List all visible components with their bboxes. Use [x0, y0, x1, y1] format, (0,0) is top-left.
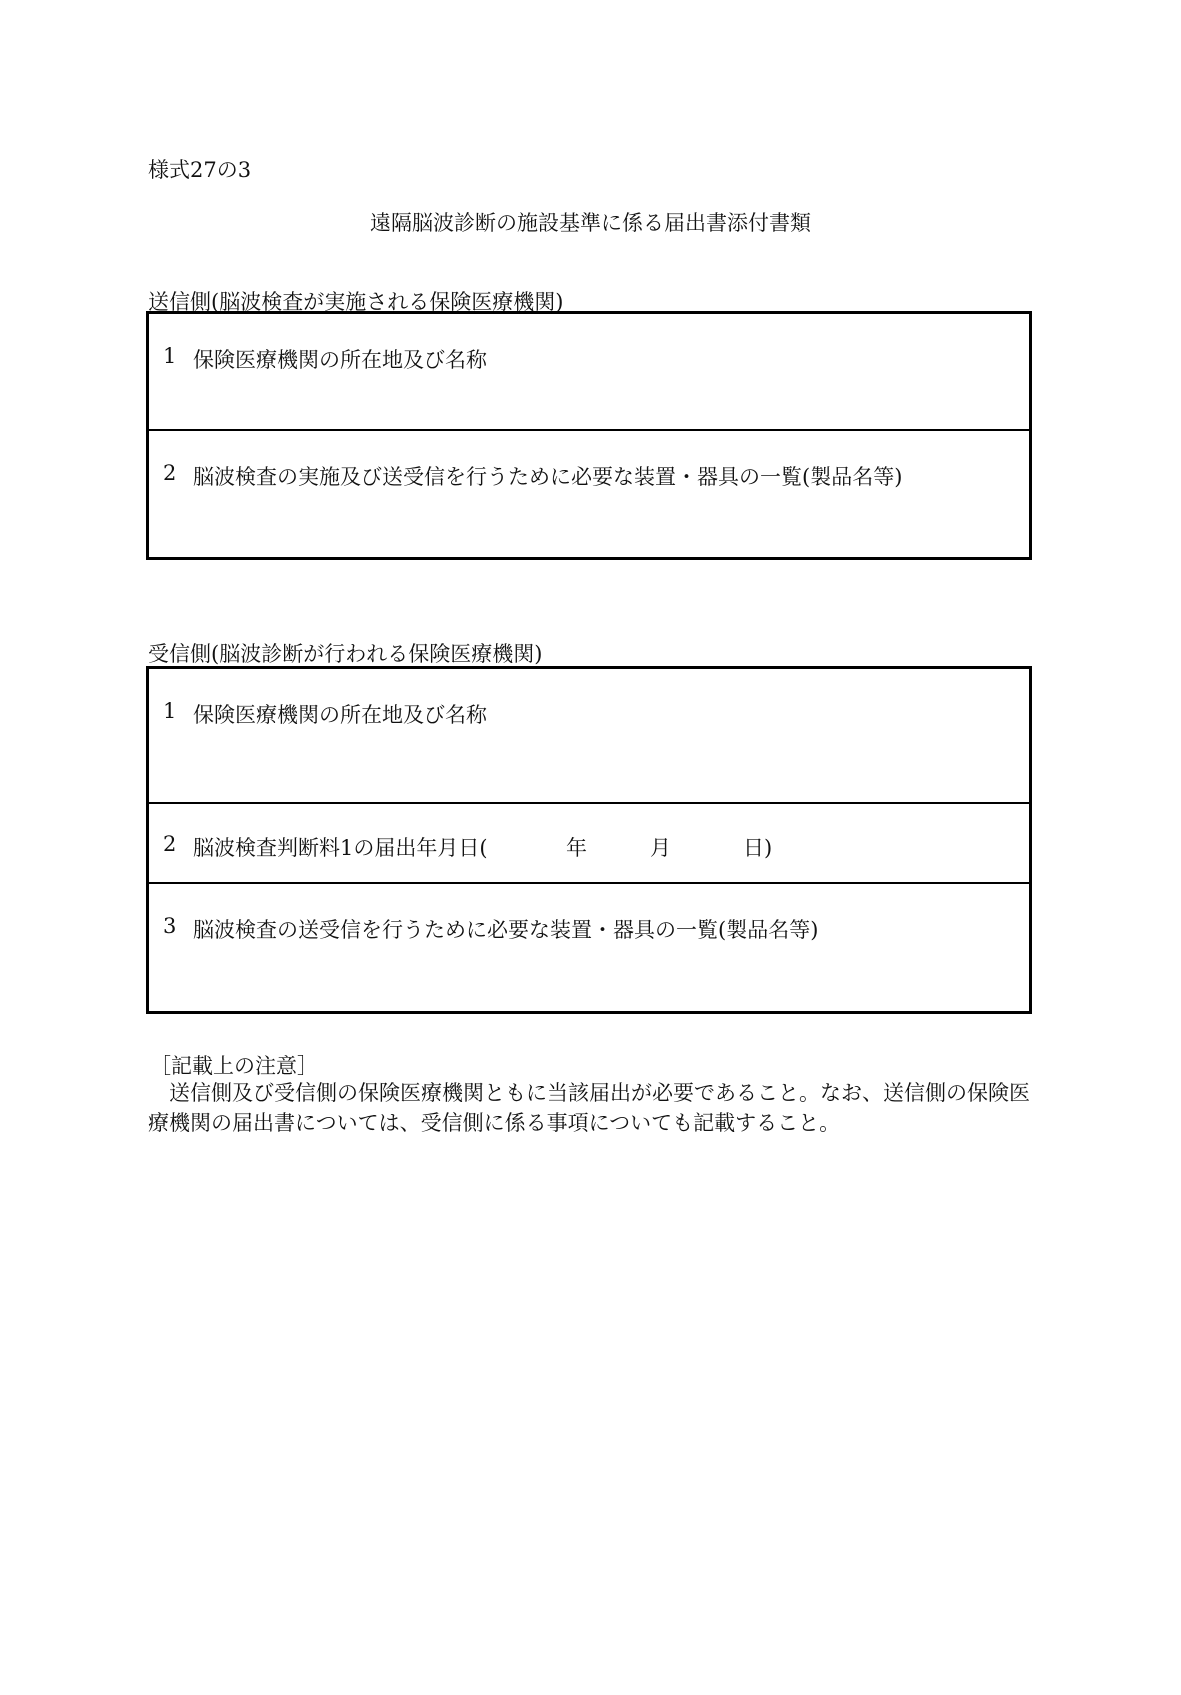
- receiver-row-location: [149, 669, 1029, 802]
- row-number: 2: [163, 461, 177, 485]
- row-label: 保険医療機関の所在地及び名称: [193, 348, 487, 372]
- row-number: 2: [163, 832, 177, 856]
- row-number: 3: [163, 914, 177, 938]
- notes-heading: ［記載上の注意］: [150, 1054, 318, 1078]
- year-label: 年: [566, 836, 587, 860]
- sender-heading: 送信側(脳波検査が実施される保険医療機関): [148, 290, 564, 314]
- row-number: 1: [163, 699, 177, 723]
- notes-body: 送信側及び受信側の保険医療機関ともに当該届出が必要であること。なお、送信側の保険医療機関の届出書については、受信側に係る事項についても記載すること。: [148, 1081, 1030, 1135]
- month-label: 月: [650, 836, 671, 860]
- row-label: 保険医療機関の所在地及び名称: [193, 703, 487, 727]
- sender-row-equipment: [149, 429, 1029, 557]
- day-label: 日): [743, 836, 773, 860]
- sender-table: [146, 311, 1032, 560]
- receiver-row-date: [149, 802, 1029, 882]
- receiver-row-equipment: [149, 882, 1029, 1011]
- receiver-heading: 受信側(脳波診断が行われる保険医療機関): [148, 642, 543, 666]
- form-number: 様式27の3: [148, 158, 252, 182]
- row-label: 脳波検査の実施及び送受信を行うために必要な装置・器具の一覧(製品名等): [193, 465, 903, 489]
- row-number: 1: [163, 344, 177, 368]
- document-title: 遠隔脳波診断の施設基準に係る届出書添付書類: [370, 211, 811, 235]
- row-label: 脳波検査の送受信を行うために必要な装置・器具の一覧(製品名等): [193, 918, 819, 942]
- receiver-table: [146, 666, 1032, 1014]
- row-label: 脳波検査判断料1の届出年月日(: [193, 836, 488, 860]
- sender-row-location: [149, 314, 1029, 429]
